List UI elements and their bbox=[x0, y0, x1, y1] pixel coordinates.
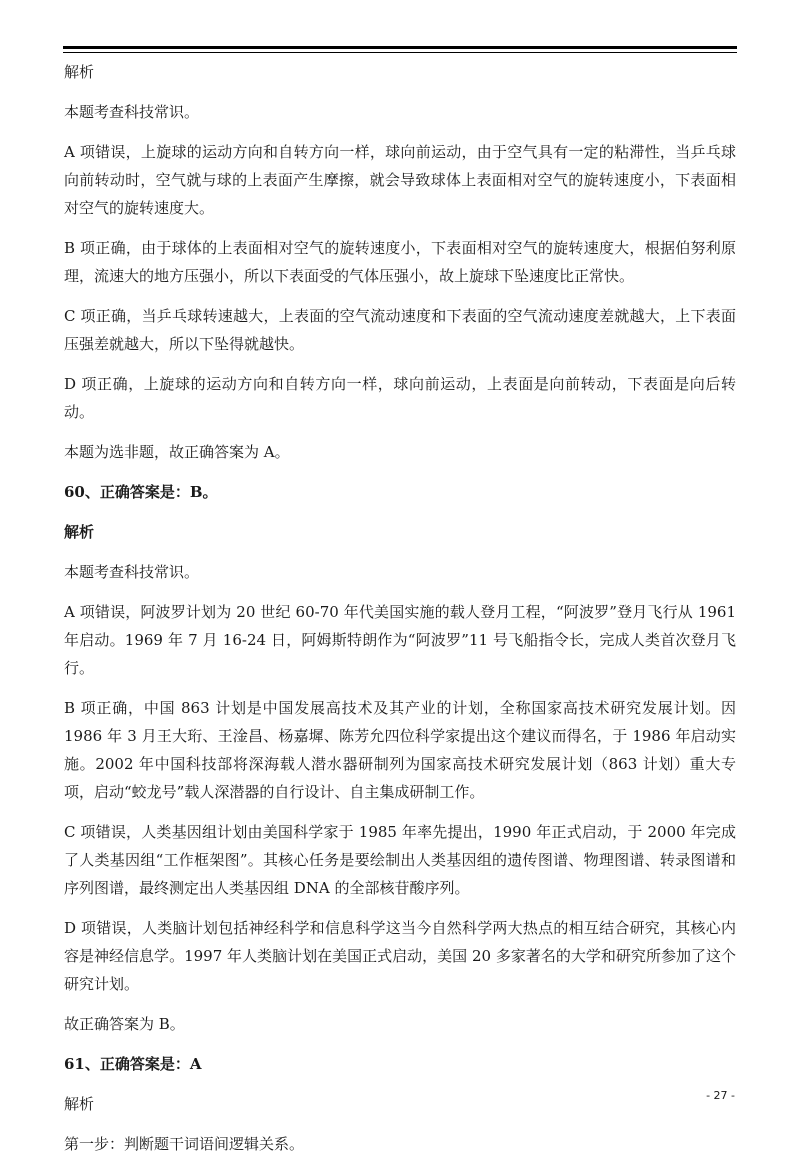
paragraph: 解析 bbox=[64, 63, 95, 81]
answer-heading: 60、正确答案是：B。 bbox=[64, 483, 218, 501]
paragraph: C 项错误，人类基因组计划由美国科学家于 1985 年率先提出，1990 年正式启动，于 2000 年完成了人类基因组“工作框架图”。其核心任务是要绘制出人类基因组的遗传图谱、物理图谱、转录图谱和序列图谱，最终测定出人类基因组 DNA 的全部核苷酸序列。 bbox=[64, 823, 736, 897]
paragraph: A 项错误，上旋球的运动方向和自转方向一样，球向前运动，由于空气具有一定的粘滞性，当乒乓球向前转动时，空气就与球的上表面产生摩擦，就会导致球体上表面相对空气的旋转速度小，下表面相对空气的旋转速度大。 bbox=[64, 143, 736, 217]
paragraph: 本题考查科技常识。 bbox=[64, 563, 200, 581]
paragraph: B 项正确，中国 863 计划是中国发展高技术及其产业的计划，全称国家高技术研究发展计划。因 1986 年 3 月王大珩、王淦昌、杨嘉墀、陈芳允四位科学家提出这个建议而得名，于 1986 年启动实施。2002 年中国科技部将深海载人潜水器研制列为国家高技术研究发展计划（863 计划）重大专项，启动“蛟龙号”载人深潜器的自行设计、自主集成研制工作。 bbox=[64, 699, 736, 801]
paragraph: 本题为选非题，故正确答案为 A。 bbox=[64, 443, 290, 461]
paragraph: 故正确答案为 B。 bbox=[64, 1015, 185, 1033]
section-label: 解析 bbox=[64, 1095, 95, 1113]
paragraph: D 项错误，人类脑计划包括神经科学和信息科学这当今自然科学两大热点的相互结合研究，其核心内容是神经信息学。1997 年人类脑计划在美国正式启动，美国 20 多家著名的大学和研究所参加了这个研究计划。 bbox=[64, 919, 736, 993]
paragraph: A 项错误，阿波罗计划为 20 世纪 60-70 年代美国实施的载人登月工程，“阿波罗”登月飞行从 1961 年启动。1969 年 7 月 16-24 日，阿姆斯特朗作为“阿波罗”11 号飞船指令长，完成人类首次登月飞行。 bbox=[64, 603, 736, 677]
section-label: 解析 bbox=[64, 523, 95, 541]
paragraph: B 项正确，由于球体的上表面相对空气的旋转速度小，下表面相对空气的旋转速度大，根据伯努利原理，流速大的地方压强小，所以下表面受的气体压强小，故上旋球下坠速度比正常快。 bbox=[64, 239, 736, 285]
paragraph: 本题考查科技常识。 bbox=[64, 103, 200, 121]
paragraph: D 项正确，上旋球的运动方向和自转方向一样，球向前运动，上表面是向前转动，下表面是向后转动。 bbox=[64, 375, 736, 421]
answer-heading: 61、正确答案是：A bbox=[64, 1055, 202, 1073]
header-rule-thin bbox=[63, 52, 737, 53]
document-body bbox=[64, 58, 736, 1170]
page-number: - 27 - bbox=[706, 1089, 735, 1102]
header-rule-thick bbox=[63, 46, 737, 49]
paragraph: 第一步：判断题干词语间逻辑关系。 bbox=[64, 1135, 305, 1153]
paragraph: C 项正确，当乒乓球转速越大，上表面的空气流动速度和下表面的空气流动速度差就越大，上下表面压强差就越大，所以下坠得就越快。 bbox=[64, 307, 736, 353]
